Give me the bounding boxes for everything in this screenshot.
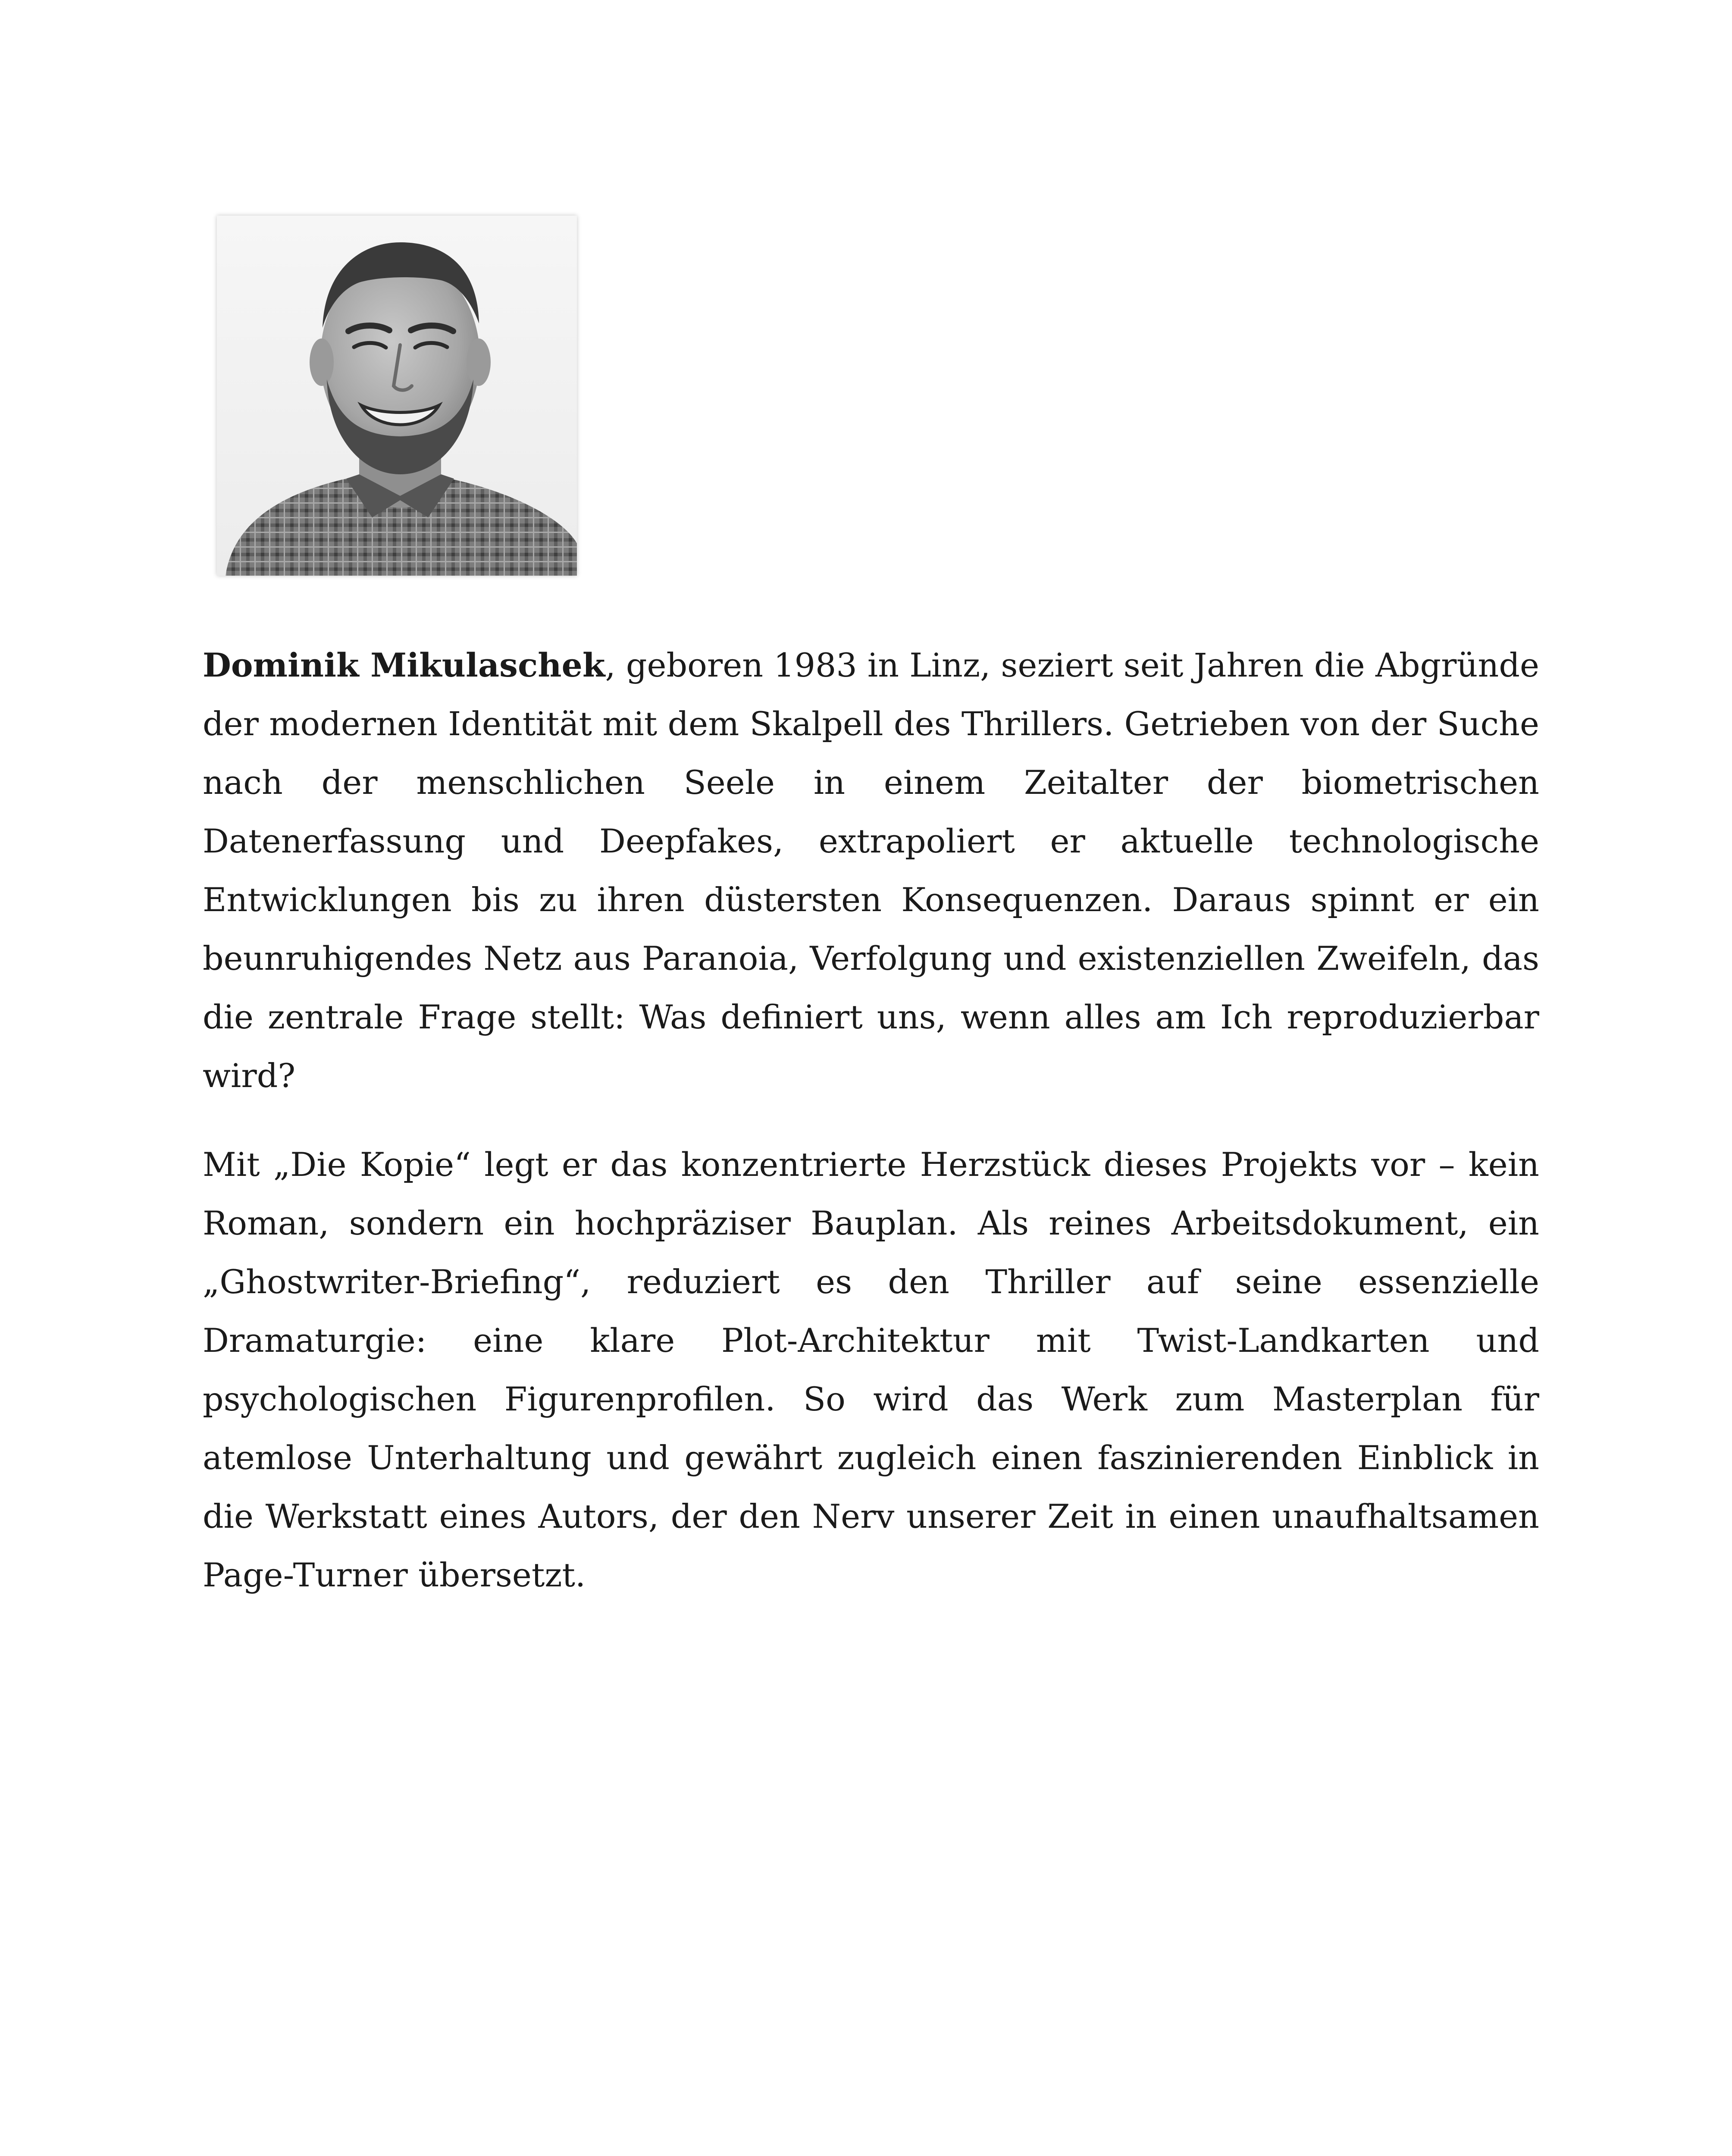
author-bio bbox=[203, 636, 1539, 1604]
bio-paragraph-1-text: , geboren 1983 in Linz, seziert seit Jahren die Abgründe der modernen Identität mit dem Skalpell des Thrillers. Getrieben von der Suche nach der menschlichen Seele in einem Zeitalter der biometrischen Datenerfassung und Deepfakes, extrapoliert er aktuelle technologische Entwicklungen bis zu ihren düstersten Konsequenzen. Daraus spinnt er ein beunruhigendes Netz aus Paranoia, Verfolgung und existenziellen Zweifeln, das die zentrale Frage stellt: Was definiert uns, wenn alles am Ich reproduzierbar wird? bbox=[203, 646, 1539, 1095]
author-portrait-icon bbox=[217, 216, 577, 576]
author-photo bbox=[217, 216, 577, 576]
author-name: Dominik Mikulaschek bbox=[203, 646, 605, 684]
bio-paragraph-1 bbox=[203, 636, 1539, 1105]
bio-paragraph-2: Mit „Die Kopie“ legt er das konzentrierte Herzstück dieses Projekts vor – kein Roman, sondern ein hochpräziser Bauplan. Als reines Arbeitsdokument, ein „Ghostwriter-Briefing“, reduziert es den Thriller auf seine essenzielle Dramaturgie: eine klare Plot-Architektur mit Twist-Landkarten und psychologischen Figurenprofilen. So wird das Werk zum Masterplan für atemlose Unterhaltung und gewährt zugleich einen faszinierenden Einblick in die Werkstatt eines Autors, der den Nerv unserer Zeit in einen unaufhaltsamen Page-Turner übersetzt. bbox=[203, 1145, 1539, 1594]
